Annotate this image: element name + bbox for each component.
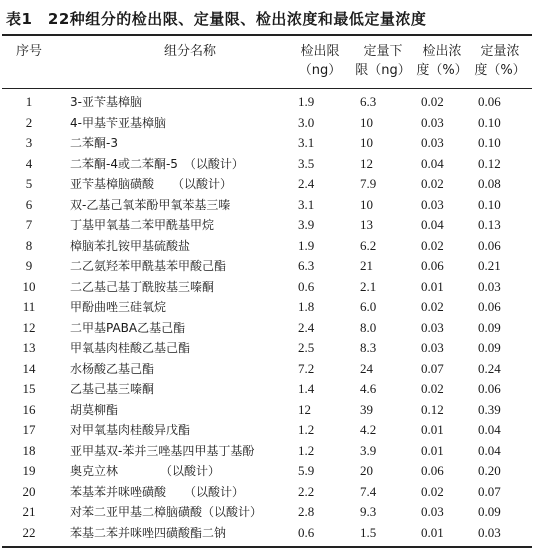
cell-no: 5 [25, 176, 33, 191]
header-loq [352, 42, 414, 80]
cell-loq: 20 [360, 463, 373, 478]
cell-detection-conc: 0.04 [421, 155, 444, 171]
cell-loq: 4.6 [360, 381, 377, 396]
cell-name: 乙基己基三嗪酮 [70, 382, 155, 396]
cell-min-quant-conc: 0.07 [478, 483, 501, 499]
cell-lod: 2.4 [298, 176, 315, 191]
cell-loq: 8.0 [360, 319, 377, 335]
table-row [0, 236, 534, 256]
header-mc-line2: 度（%） [474, 63, 526, 78]
header-mc [470, 42, 530, 80]
cell-no: 4 [25, 155, 33, 171]
cell-name: 亚苄基樟脑磺酸 （以酸计） [70, 177, 233, 191]
cell-loq: 3.9 [360, 442, 377, 458]
table-row [0, 482, 534, 502]
cell-lod: 5.9 [298, 463, 315, 478]
cell-detection-conc: 0.06 [421, 258, 444, 273]
cell-name: 双-乙基己氧苯酚甲氧苯基三嗪 [70, 197, 231, 212]
header-loq-line1: 定量下 [363, 44, 403, 59]
cell-no: 18 [22, 442, 36, 458]
cell-no: 2 [25, 114, 33, 130]
cell-no: 19 [22, 463, 36, 478]
cell-loq: 6.0 [360, 299, 377, 314]
cell-no: 3 [25, 135, 33, 150]
cell-no: 16 [22, 401, 36, 417]
header-lod-line2: （ng） [298, 63, 342, 78]
cell-min-quant-conc: 0.12 [478, 155, 501, 171]
cell-name: 丁基甲氧基二苯甲酰基甲烷 [70, 218, 215, 232]
cell-name: 胡莫柳酯 [70, 402, 119, 417]
cell-name: 樟脑苯扎铵甲基硫酸盐 [70, 238, 191, 253]
cell-loq: 21 [360, 258, 373, 273]
cell-name: 甲酚曲唑三硅氧烷 [70, 300, 167, 314]
cell-lod: 6.3 [298, 258, 315, 273]
cell-no: 11 [22, 299, 36, 314]
cell-name: 甲氧基肉桂酸乙基己酯 [70, 341, 191, 355]
cell-loq: 12 [360, 155, 373, 171]
cell-loq: 8.3 [360, 340, 377, 355]
cell-lod: 3.0 [298, 114, 315, 130]
header-dc [412, 42, 472, 80]
cell-no: 15 [22, 381, 36, 396]
cell-min-quant-conc: 0.10 [478, 196, 501, 212]
table-row [0, 338, 534, 358]
table-row [0, 461, 534, 481]
cell-lod: 3.9 [298, 217, 315, 232]
cell-lod: 7.2 [298, 360, 315, 376]
cell-name: 水杨酸乙基己酯 [70, 361, 155, 376]
cell-lod: 1.9 [298, 94, 315, 109]
cell-detection-conc: 0.03 [421, 340, 444, 355]
cell-lod: 1.8 [298, 299, 315, 314]
cell-min-quant-conc: 0.09 [478, 340, 501, 355]
cell-lod: 3.5 [298, 155, 315, 171]
cell-lod: 2.4 [298, 319, 315, 335]
table-row [0, 441, 534, 461]
cell-min-quant-conc: 0.04 [478, 442, 501, 458]
cell-detection-conc: 0.02 [421, 94, 444, 109]
cell-lod: 3.1 [298, 196, 315, 212]
table-row [0, 154, 534, 174]
table-row [0, 277, 534, 297]
cell-no: 7 [25, 217, 33, 232]
cell-min-quant-conc: 0.06 [478, 381, 501, 396]
cell-no: 21 [22, 504, 36, 519]
cell-detection-conc: 0.01 [421, 442, 444, 458]
cell-loq: 9.3 [360, 504, 377, 519]
cell-lod: 2.8 [298, 504, 315, 519]
cell-detection-conc: 0.03 [421, 319, 444, 335]
table-row [0, 318, 534, 338]
cell-lod: 1.2 [298, 422, 315, 437]
table-row [0, 92, 534, 112]
cell-no: 6 [25, 196, 33, 212]
header-rule [2, 88, 532, 89]
cell-detection-conc: 0.07 [421, 360, 444, 376]
header-dc-line2: 度（%） [416, 63, 468, 78]
cell-no: 8 [25, 237, 33, 253]
cell-no: 12 [22, 319, 36, 335]
cell-lod: 3.1 [298, 135, 315, 150]
table-row [0, 215, 534, 235]
cell-name: 奥克立林 （以酸计） [70, 464, 221, 478]
cell-detection-conc: 0.01 [421, 524, 444, 540]
cell-name: 苯基二苯并咪唑四磺酸酯二钠 [70, 525, 227, 540]
cell-loq: 2.1 [360, 278, 377, 294]
cell-lod: 0.6 [298, 278, 315, 294]
cell-lod: 2.2 [298, 483, 315, 499]
cell-detection-conc: 0.03 [421, 135, 444, 150]
cell-lod: 1.4 [298, 381, 315, 396]
table-row [0, 256, 534, 276]
cell-min-quant-conc: 0.21 [478, 258, 501, 273]
table-row [0, 195, 534, 215]
cell-name: 4-甲基苄亚基樟脑 [70, 115, 166, 130]
header-loq-line2: 限（ng） [355, 63, 411, 78]
table-row [0, 359, 534, 379]
header-dc-line1: 检出浓 [422, 44, 462, 59]
cell-name: 二苯酮-3 [70, 136, 118, 150]
header-mc-line1: 定量浓 [480, 44, 520, 59]
cell-detection-conc: 0.02 [421, 381, 444, 396]
cell-detection-conc: 0.01 [421, 278, 444, 294]
cell-lod: 12 [298, 401, 311, 417]
cell-loq: 10 [360, 114, 373, 130]
cell-loq: 24 [360, 360, 373, 376]
cell-name: 亚甲基双-苯并三唑基四甲基丁基酚 [70, 443, 255, 458]
cell-no: 1 [25, 94, 33, 109]
cell-detection-conc: 0.03 [421, 196, 444, 212]
table-row [0, 400, 534, 420]
cell-loq: 6.2 [360, 237, 377, 253]
cell-lod: 2.5 [298, 340, 315, 355]
cell-min-quant-conc: 0.13 [478, 217, 501, 232]
header-no: 序号 [15, 44, 42, 59]
cell-min-quant-conc: 0.08 [478, 176, 501, 191]
cell-loq: 7.4 [360, 483, 377, 499]
cell-min-quant-conc: 0.06 [478, 237, 501, 253]
table-row [0, 174, 534, 194]
cell-min-quant-conc: 0.06 [478, 94, 501, 109]
cell-detection-conc: 0.02 [421, 299, 444, 314]
table-row [0, 297, 534, 317]
cell-detection-conc: 0.02 [421, 237, 444, 253]
cell-min-quant-conc: 0.03 [478, 524, 501, 540]
cell-detection-conc: 0.06 [421, 463, 444, 478]
cell-lod: 1.9 [298, 237, 315, 253]
header-lod-line1: 检出限 [300, 44, 340, 59]
cell-no: 13 [22, 340, 36, 355]
cell-no: 14 [22, 360, 36, 376]
cell-lod: 1.2 [298, 442, 315, 458]
cell-name: 二甲基PABA乙基己酯 [70, 320, 186, 335]
header-lod [292, 42, 348, 80]
cell-no: 17 [22, 422, 36, 437]
cell-detection-conc: 0.04 [421, 217, 444, 232]
cell-loq: 10 [360, 135, 373, 150]
cell-loq: 7.9 [360, 176, 377, 191]
cell-min-quant-conc: 0.09 [478, 504, 501, 519]
cell-loq: 1.5 [360, 524, 377, 540]
cell-min-quant-conc: 0.03 [478, 278, 501, 294]
cell-loq: 6.3 [360, 94, 377, 109]
cell-min-quant-conc: 0.04 [478, 422, 501, 437]
table-row [0, 523, 534, 543]
cell-no: 10 [22, 278, 36, 294]
cell-loq: 10 [360, 196, 373, 212]
cell-min-quant-conc: 0.24 [478, 360, 501, 376]
cell-detection-conc: 0.03 [421, 114, 444, 130]
cell-no: 22 [22, 524, 36, 540]
table-row [0, 113, 534, 133]
cell-lod: 0.6 [298, 524, 315, 540]
table-row [0, 420, 534, 440]
cell-name: 苯基苯并咪唑磺酸 （以酸计） [70, 484, 245, 499]
cell-loq: 39 [360, 401, 373, 417]
table-row [0, 379, 534, 399]
cell-min-quant-conc: 0.10 [478, 114, 501, 130]
cell-detection-conc: 0.03 [421, 504, 444, 519]
table-row [0, 502, 534, 522]
cell-detection-conc: 0.02 [421, 483, 444, 499]
header-name: 组分名称 [163, 44, 216, 59]
cell-name: 对苯二亚甲基二樟脑磺酸（以酸计） [70, 505, 263, 519]
cell-detection-conc: 0.02 [421, 176, 444, 191]
table-row [0, 133, 534, 153]
cell-name: 二乙氨羟苯甲酰基苯甲酸己酯 [70, 259, 227, 273]
cell-no: 20 [22, 483, 36, 499]
top-rule [2, 34, 532, 36]
cell-min-quant-conc: 0.39 [478, 401, 501, 417]
cell-min-quant-conc: 0.09 [478, 319, 501, 335]
cell-loq: 4.2 [360, 422, 377, 437]
table-title: 表1 22种组分的检出限、定量限、检出浓度和最低定量浓度 [6, 10, 427, 28]
cell-min-quant-conc: 0.10 [478, 135, 501, 150]
cell-min-quant-conc: 0.20 [478, 463, 501, 478]
cell-name: 二乙基己基丁酰胺基三嗪酮 [70, 279, 215, 294]
cell-detection-conc: 0.01 [421, 422, 444, 437]
cell-min-quant-conc: 0.06 [478, 299, 501, 314]
cell-no: 9 [25, 258, 33, 273]
cell-loq: 13 [360, 217, 373, 232]
cell-detection-conc: 0.12 [421, 401, 444, 417]
cell-name: 二苯酮-4或二苯酮-5 （以酸计） [70, 156, 244, 171]
cell-name: 对甲氧基肉桂酸异戊酯 [70, 423, 191, 437]
cell-name: 3-亚苄基樟脑 [70, 95, 142, 109]
